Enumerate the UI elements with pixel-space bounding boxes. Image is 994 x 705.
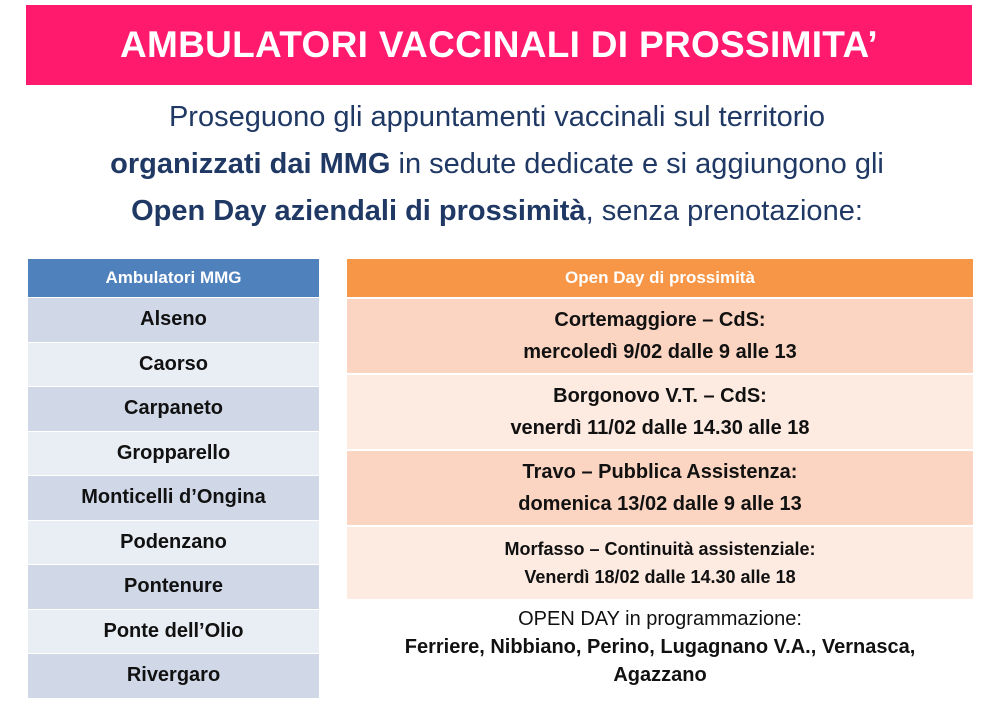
openday-table <box>347 259 973 689</box>
mmg-table <box>28 259 319 698</box>
intro-line-1: Proseguono gli appuntamenti vaccinali sul territorio <box>168 101 826 133</box>
openday-place: Morfasso – Continuità assistenziale: <box>504 539 816 559</box>
title-banner <box>26 5 972 85</box>
openday-row-morfasso <box>347 527 973 599</box>
mmg-row: Alseno <box>28 298 319 342</box>
openday-place: Travo – Pubblica Assistenza: <box>522 461 798 483</box>
openday-when: mercoledì 9/02 dalle 9 alle 13 <box>523 341 797 363</box>
openday-when: Venerdì 18/02 dalle 14.30 alle 18 <box>524 567 796 587</box>
openday-place: Cortemaggiore – CdS: <box>554 309 766 331</box>
openday-place: Borgonovo V.T. – CdS: <box>553 385 767 407</box>
mmg-row: Gropparello <box>28 432 319 476</box>
openday-when: venerdì 11/02 dalle 14.30 alle 18 <box>510 417 810 439</box>
mmg-table-header: Ambulatori MMG <box>28 259 319 297</box>
programmed-list-line-1: Ferriere, Nibbiano, Perino, Lugagnano V.A., Vernasca, <box>404 636 916 658</box>
intro-line-2-rest: in sedute dedicate e si aggiungono gli <box>390 148 884 180</box>
mmg-row: Pontenure <box>28 565 319 609</box>
page-title: AMBULATORI VACCINALI DI PROSSIMITA’ <box>119 24 879 65</box>
intro-text <box>0 94 994 235</box>
mmg-row: Monticelli d’Ongina <box>28 476 319 520</box>
openday-row-borgonovo <box>347 375 973 449</box>
mmg-row: Rivergaro <box>28 654 319 698</box>
mmg-row: Caorso <box>28 343 319 387</box>
openday-row-cortemaggiore <box>347 299 973 373</box>
openday-row-travo <box>347 451 973 525</box>
mmg-row: Ponte dell’Olio <box>28 610 319 654</box>
openday-when: domenica 13/02 dalle 9 alle 13 <box>518 493 802 515</box>
mmg-row: Podenzano <box>28 521 319 565</box>
programmed-openday <box>347 605 973 689</box>
programmed-label: OPEN DAY in programmazione: <box>518 608 802 630</box>
intro-openday-emphasis: Open Day aziendali di prossimità <box>131 195 586 227</box>
mmg-row: Carpaneto <box>28 387 319 431</box>
openday-table-header: Open Day di prossimità <box>347 259 973 297</box>
intro-mmg-emphasis: organizzati dai MMG <box>110 148 391 180</box>
intro-line-3 <box>0 188 994 235</box>
intro-line-3-rest: , senza prenotazione: <box>585 195 863 227</box>
programmed-list-line-2: Agazzano <box>613 664 707 686</box>
intro-line-2 <box>0 141 994 188</box>
